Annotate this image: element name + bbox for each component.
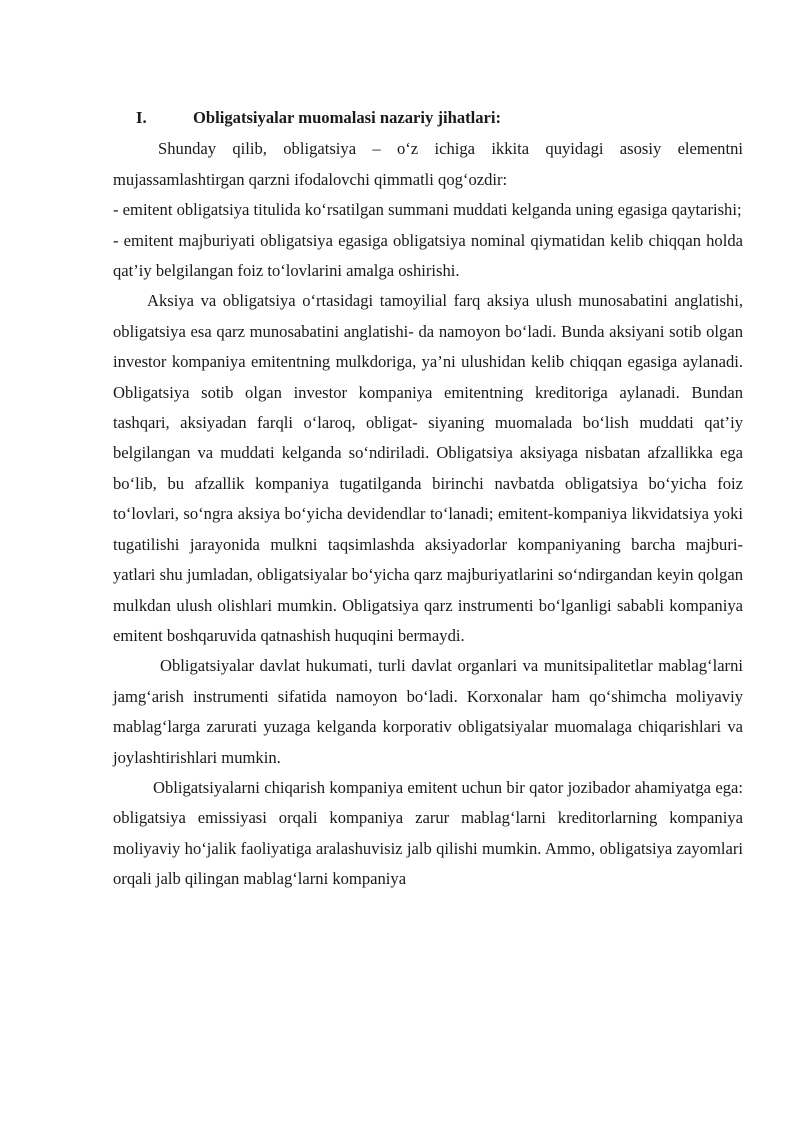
section-title: Obligatsiyalar muomalasi nazariy jihatlari: (193, 108, 502, 127)
paragraph-issuance-benefits: Obligatsiyalarni chiqarish kompaniya emitent uchun bir qator jozibador ahamiyatga ega: obligatsiya emissiyasi orqali kompaniya zarur mablag‘larni kreditorlarning kompaniya moliyaviy ho‘jalik faoliyatiga aralashuvisiz jalb qilishi mumkin. Ammo, obligatsiya zayomlari orqali jalb qilingan mablag‘larni kompaniya (113, 777, 743, 889)
list-item-return: - emitent obligatsiya titulida ko‘rsatilgan summani muddati kelganda uning egasiga qaytarishi; (113, 200, 742, 220)
paragraph-issuers: Obligatsiyalar davlat hukumati, turli davlat organlari va munitsipalitetlar mablag‘larni jamg‘arish instrumenti sifatida namoyon bo‘ladi. Korxonalar ham qo‘shimcha moliyaviy mablag‘larga zarurati yuzaga kelganda korporativ obligatsiyalar muomalaga chiqarishlari va joylashtirishlari mumkin. (113, 656, 743, 767)
paragraph-shares-vs-bonds: Aksiya va obligatsiya o‘rtasidagi tamoyilial farq aksiya ulush munosabatini anglatishi, obligatsiya esa qarz munosabatini anglatishi- da namoyon bo‘ladi. Bunda aksiyani sotib olgan investor kompaniya emitentning mulkdoriga, ya’ni ulushidan kelib chiqqan egasiga aylanadi. Obligatsiya sotib olgan investor kompaniya emitentning kreditoriga aylanadi. Bundan tashqari, aksiyadan farqli o‘laroq, obligat- siyaning muomalada bo‘lish muddati qat’iy belgilangan va muddati kelganda so‘ndiriladi. Obligatsiya aksiyaga nisbatan afzallikka ega bo‘lib, bu afzallik kompaniya tugatilganda birinchi navbatda obligatsiya bo‘yicha foiz to‘lovlari, so‘ngra aksiya bo‘yicha devidendlar to‘lanadi; emitent-kompaniya likvidatsiya yoki tugatilishi jarayonida mulkni taqsimlashda aksiyadorlar kompaniyaning barcha majburi- yatlari shu jumladan, obligatsiyalar bo‘yicha qarz majburiyatlarini so‘ndirgandan keyin qolgan mulkdan ulush olishlari mumkin. Obligatsiya qarz instrumenti bo‘lganligi sababli kompaniya emitent boshqaruvida qatnashish huquqini bermaydi. (113, 291, 743, 645)
list-item-interest: - emitent majburiyati obligatsiya egasiga obligatsiya nominal qiymatidan kelib chiqqan holda qat’iy belgilangan foiz to‘lovlarini amalga oshirishi. (113, 230, 743, 281)
section-number: I. (136, 108, 147, 127)
section-heading (113, 103, 743, 133)
document-page (113, 103, 743, 895)
paragraph-definition: Shunday qilib, obligatsiya – o‘z ichiga ikkita quyidagi asosiy elementni mujassamlashtirgan qarzni ifodalovchi qimmatli qog‘ozdir: (113, 139, 743, 189)
